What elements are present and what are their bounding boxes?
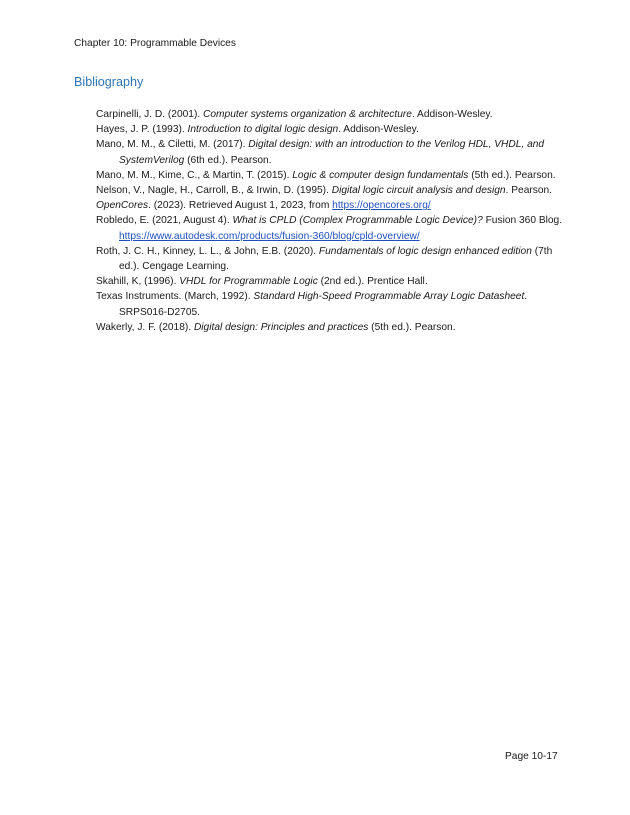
chapter-header: Chapter 10: Programmable Devices xyxy=(74,38,236,49)
entry-title: Logic & computer design fundamentals xyxy=(292,169,469,181)
entry-publisher: (5th ed.). Pearson. xyxy=(468,169,556,181)
entry-authors: Nelson, V., Nagle, H., Carroll, B., & Irwin, D. (1995). xyxy=(96,185,332,197)
entry-authors: Hayes, J. P. (1993). xyxy=(96,124,188,136)
entry-title: VHDL for Programmable Logic xyxy=(179,276,318,288)
section-heading: Bibliography xyxy=(74,75,144,89)
entry-publisher: . Addison-Wesley. xyxy=(338,124,419,136)
entry-authors: Texas Instruments. (March, 1992). xyxy=(96,291,254,303)
bibliography-entry xyxy=(96,289,566,319)
entry-title: Introduction to digital logic design xyxy=(187,124,339,136)
entry-title: Digital design: Principles and practices xyxy=(193,321,369,333)
page-number: Page 10-17 xyxy=(505,751,558,762)
entry-title: OpenCores xyxy=(96,200,149,212)
entry-title: Standard High-Speed Programmable Array Logic Datasheet xyxy=(253,291,525,303)
entry-title: What is CPLD (Complex Programmable Logic Device)? xyxy=(232,215,483,227)
entry-publisher: . Addison-Wesley. xyxy=(411,109,493,120)
bibliography-entry xyxy=(96,213,566,243)
bibliography-entry xyxy=(96,274,566,289)
entry-title: Digital design: with an introduction to the Verilog HDL, VHDL, and SystemVerilog xyxy=(119,139,545,166)
entry-authors: Robledo, E. (2021, August 4). xyxy=(96,215,233,227)
entry-title: Computer systems organization & architecture xyxy=(203,109,412,120)
bibliography-entry xyxy=(96,122,566,137)
bibliography-entry xyxy=(96,137,566,167)
bibliography-entry xyxy=(96,198,566,213)
entry-authors: Wakerly, J. F. (2018). xyxy=(96,321,194,333)
bibliography-entry xyxy=(96,107,566,122)
entry-publisher: (5th ed.). Pearson. xyxy=(368,321,456,333)
entry-publisher: (7th ed.). Cengage Learning. xyxy=(119,245,553,273)
entry-link[interactable]: https://www.autodesk.com/products/fusion-360/blog/cpld-overview/ xyxy=(119,230,420,242)
entry-publisher: (2nd ed.). Prentice Hall. xyxy=(317,276,428,288)
entry-title: Digital logic circuit analysis and design xyxy=(331,185,506,197)
bibliography-entry xyxy=(96,183,566,198)
entry-authors: Mano, M. M., & Ciletti, M. (2017). xyxy=(96,139,249,151)
bibliography-entry xyxy=(96,244,566,274)
entry-publisher: (6th ed.). Pearson. xyxy=(184,154,272,166)
bibliography-entry xyxy=(96,320,566,335)
bibliography-list xyxy=(96,107,566,335)
entry-link[interactable]: https://opencores.org/ xyxy=(332,200,431,212)
entry-authors: . (2023). Retrieved August 1, 2023, from xyxy=(148,200,333,212)
entry-authors: Skahill, K, (1996). xyxy=(96,276,180,288)
entry-publisher: . Pearson. xyxy=(505,185,553,197)
entry-title: Fundamentals of logic design enhanced edition xyxy=(318,245,532,257)
bibliography-entry xyxy=(96,168,566,183)
entry-publisher: . SRPS016-D2705. xyxy=(119,291,528,318)
entry-authors: Roth, J. C. H., Kinney, L. L., & John, E.B. (2020). xyxy=(96,245,319,257)
entry-publisher: Fusion 360 Blog. xyxy=(482,215,563,227)
entry-authors: Mano, M. M., Kime, C., & Martin, T. (2015). xyxy=(96,169,293,181)
entry-authors: Carpinelli, J. D. (2001). xyxy=(96,109,204,120)
